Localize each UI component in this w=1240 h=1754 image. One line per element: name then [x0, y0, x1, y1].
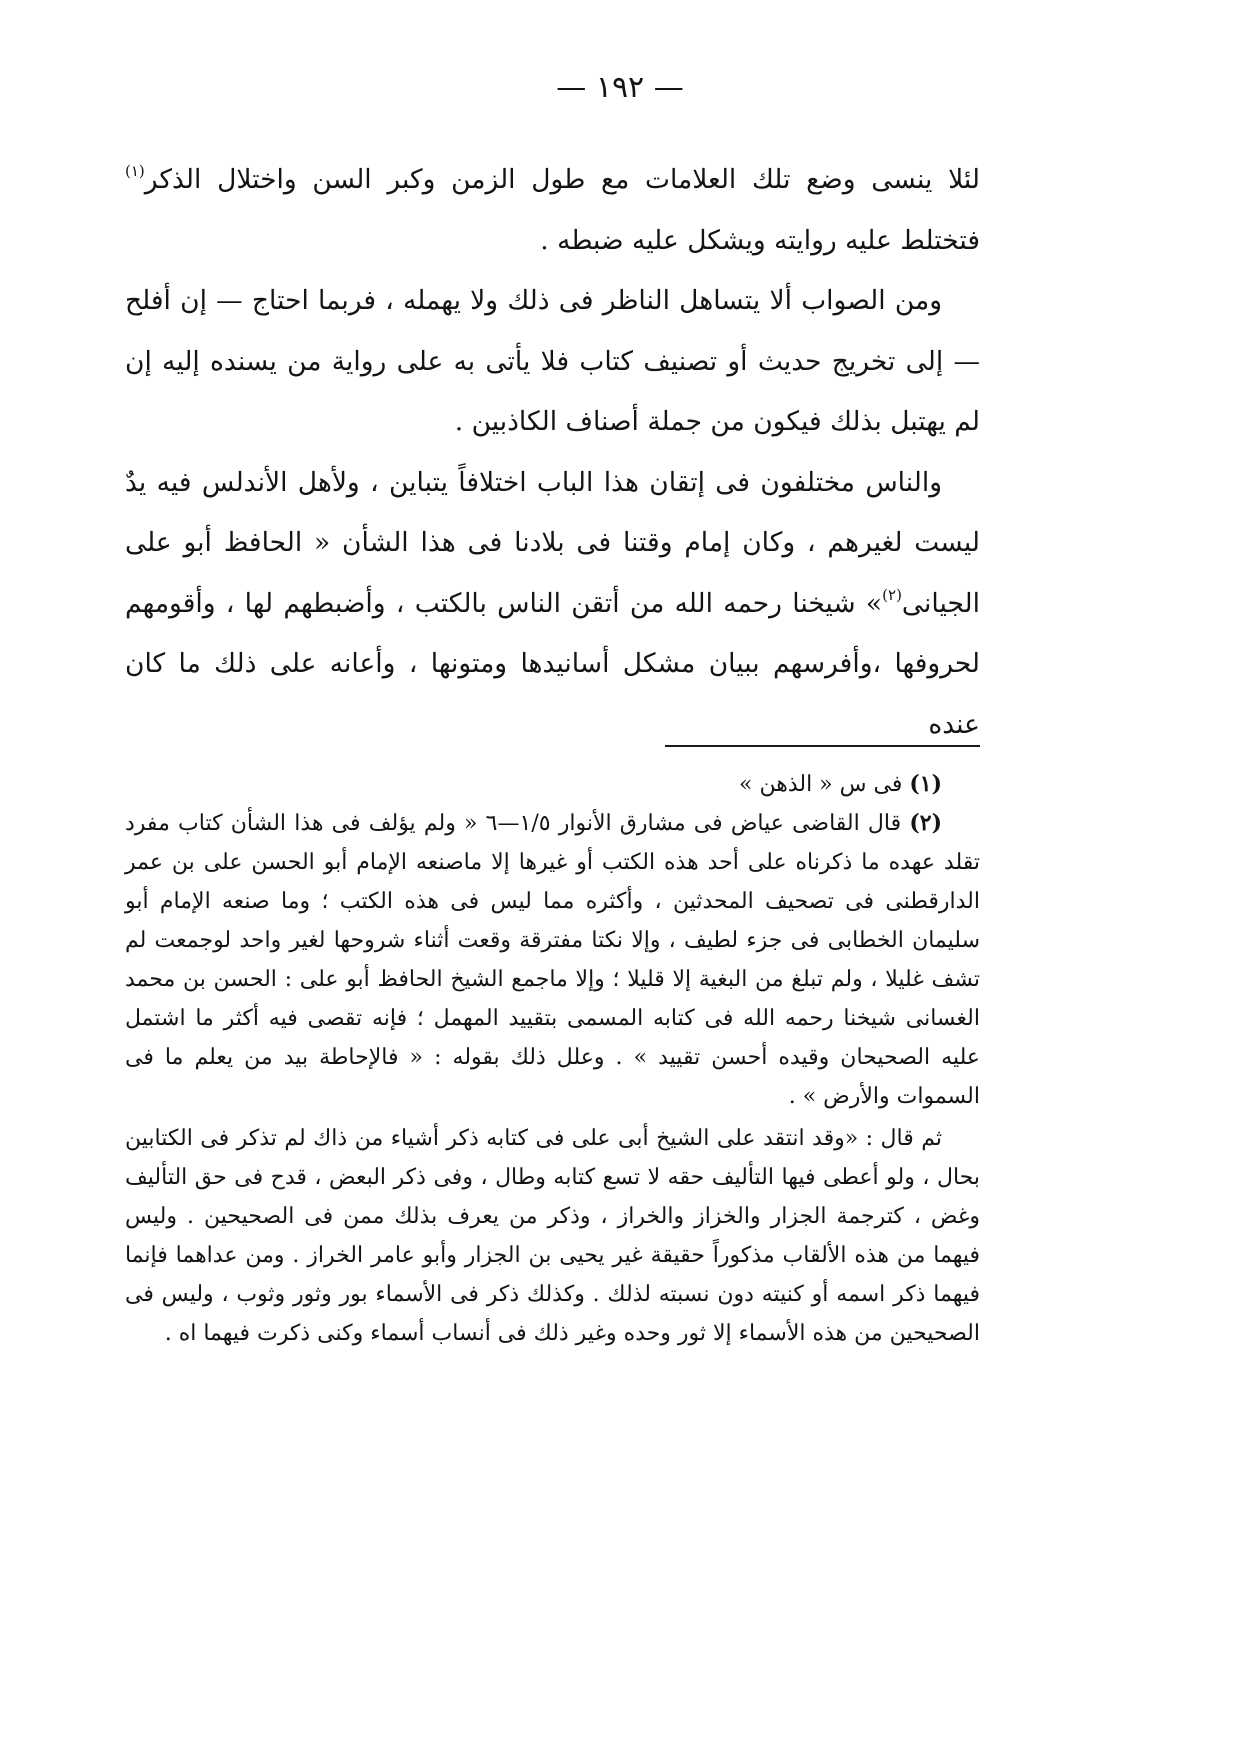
footnote-1 [125, 765, 980, 804]
footnote-2-continuation: ثم قال : «وقد انتقد على الشيخ أبى على فى كتابه ذكر أشياء من ذاك لم تذكر فى الكتابين بحال ، ولو أعطى فيها التأليف حقه لا تسع كتابه وطال ، وفى ذكر البعض ، قدح فى حق التأليف وغض ، كترجمة الجزار والخزاز والخراز ، وذكر من يعرف بذلك ممن فى الصحيحين . وليس فيهما من هذه الألقاب مذكوراً حقيقة غير يحيى بن الجزار وأبو عامر الخراز . ومن عداهما فإنما فيهما ذكر اسمه أو كنيته دون نسبته لذلك . وكذلك ذكر فى الأسماء بور وثور وثوب ، وليس فى الصحيحين من هذه الأسماء إلا ثور وحده وغير ذلك فى أنساب أسماء وكنى ذكرت فيهما اه . [125, 1126, 980, 1346]
footnote-separator [665, 745, 980, 747]
footnotes [125, 765, 980, 1353]
paragraph-3-text: والناس مختلفون فى إتقان هذا الباب اختلافاً يتباين ، ولأهل الأندلس فيه يدٌ ليست لغيرهم ، وكان إمام وقتنا فى بلادنا فى هذا الشأن « الحافظ أبو على الجيانى [125, 466, 980, 619]
footnote-2 [125, 804, 980, 1116]
footnote-1-number: (١) [909, 771, 942, 797]
footnote-2-text: قال القاضى عياض فى مشارق الأنوار ١/٥—٦ « ولم يؤلف فى هذا الشأن كتاب مفرد تقلد عهده ما ذكرناه على أحد هذه الكتب أو غيرها إلا ماصنعه الإمام أبو الحسن على بن عمر الدارقطنى فى تصحيف المحدثين ، وأكثره مما ليس فى هذه الكتب ؛ وما صنعه الإمام أبو سليمان الخطابى فى جزء لطيف ، وإلا نكتا مفترقة وقعت أثناء شروحها لغير واحد لوجمعت لم تشف غليلا ، ولم تبلغ من البغية إلا قليلا ؛ وإلا ماجمع الشيخ الحافظ أبو على : الحسن بن محمد الغسانى شيخنا رحمه الله فى كتابه المسمى بتقييد المهمل ؛ فإنه تقصى فيه أكثر ما اشتمل عليه الصحيحان وقيده أحسن تقييد » . وعلل ذلك بقوله : « فالإحاطة بيد من يعلم ما فى السموات والأرض » . [125, 811, 980, 1109]
footnote-ref-1: (١) [125, 162, 145, 180]
paragraph-1 [125, 150, 980, 271]
footnote-1-text: فى س « الذهن » [739, 772, 910, 797]
page-number: — ١٩٢ — [556, 70, 684, 105]
footnote-ref-2: (٢) [882, 585, 902, 604]
paragraph-1-text: لئلا ينسى وضع تلك العلامات مع طول الزمن وكبر السن واختلال الذكر [144, 164, 980, 195]
paragraph-1-after: فتختلط عليه روايته ويشكل عليه ضبطه . [540, 224, 980, 256]
paragraph-3-after: » شيخنا رحمه الله من أتقن الناس بالكتب ، وأضبطهم لها ، وأقومهم لحروفها ،وأفرسهم ببيان مشكل أسانيدها ومتونها ، وأعانه على ذلك ما كان عنده [125, 587, 980, 740]
main-text [125, 150, 980, 755]
paragraph-3 [125, 453, 980, 756]
footnote-2-number: (٢) [909, 810, 942, 836]
paragraph-2: ومن الصواب ألا يتساهل الناظر فى ذلك ولا يهمله ، فربما احتاج — إن أفلح — إلى تخريج حديث أو تصنيف كتاب فلا يأتى به على رواية من يسنده إليه إن لم يهتبل بذلك فيكون من جملة أصناف الكاذبين . [125, 285, 980, 437]
